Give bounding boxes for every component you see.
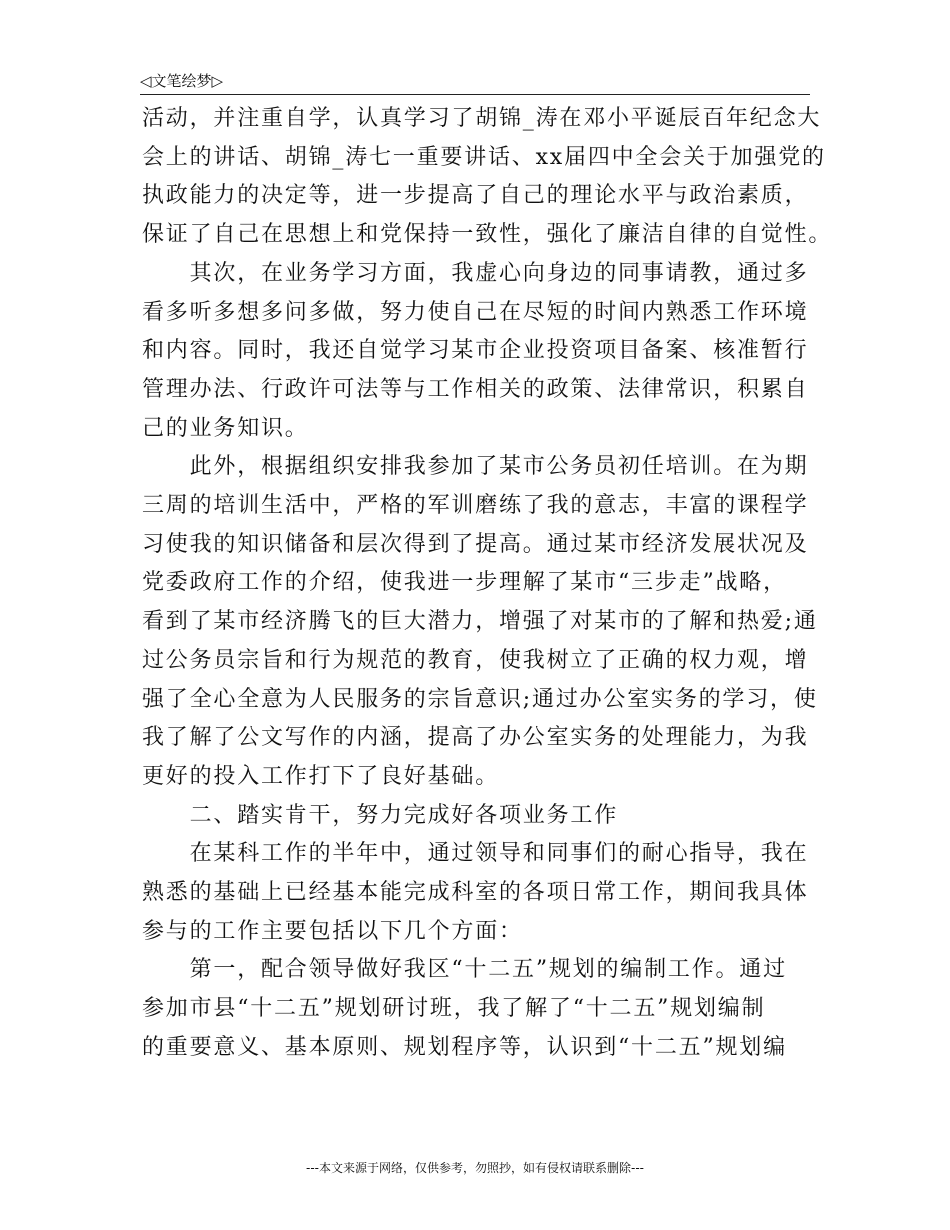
- text-line: 己的业务知识。: [142, 415, 309, 441]
- text-line: 的重要意义、基本原则、规划程序等，认识到“十二五”规划编: [142, 1034, 787, 1060]
- text-line: 活动，并注重自学，认真学习了胡锦_涛在邓小平诞辰百年纪念大: [142, 106, 822, 131]
- text-line: 看到了某市经济腾飞的巨大潜力，增强了对某市的了解和热爱;通: [142, 609, 818, 635]
- text-line: 此外，根据组织安排我参加了某市公务员初任培训。在为期: [142, 454, 809, 480]
- text-line: 保证了自己在思想上和党保持一致性，强化了廉洁自律的自觉性。: [142, 222, 833, 248]
- text-line: 过公务员宗旨和行为规范的教育，使我树立了正确的权力观，增: [142, 647, 809, 673]
- text-line: 更好的投入工作打下了良好基础。: [142, 763, 500, 789]
- paragraph: [142, 448, 818, 796]
- text-line: 管理办法、行政许可法等与工作相关的政策、法律常识，积累自: [142, 376, 809, 402]
- text-line: 参与的工作主要包括以下几个方面：: [142, 918, 523, 944]
- paragraph: [142, 797, 814, 836]
- text-line: 习使我的知识储备和层次得到了提高。通过某市经济发展状况及: [142, 531, 809, 557]
- document-body: [142, 100, 833, 1068]
- page-header: [140, 70, 810, 95]
- text-line: 第一，配合领导做好我区“十二五”规划的编制工作。通过: [142, 957, 787, 983]
- text-line: 党委政府工作的介绍，使我进一步理解了某市“三步走”战略，: [142, 570, 787, 596]
- text-line: 会上的讲话、胡锦_涛七一重要讲话、xx届四中全会关于加强党的: [142, 144, 826, 170]
- paragraph: [142, 835, 814, 951]
- page-footer: ---本文来源于网络，仅供参考，勿照抄，如有侵权请联系删除---: [306, 1161, 644, 1175]
- header-label: ◁文笔绘梦▷: [140, 72, 224, 90]
- text-line: 强了全心全意为人民服务的宗旨意识;通过办公室实务的学习，使: [142, 686, 818, 712]
- text-line: 看多听多想多问多做，努力使自己在尽短的时间内熟悉工作环境: [142, 299, 809, 325]
- paragraph: [142, 100, 833, 255]
- paragraph: [142, 255, 814, 449]
- text-line: 和内容。同时，我还自觉学习某市企业投资项目备案、核准暂行: [142, 338, 809, 364]
- text-line: 在某科工作的半年中，通过领导和同事们的耐心指导，我在: [142, 841, 809, 867]
- paragraph: [142, 951, 814, 1067]
- text-line: 我了解了公文写作的内涵，提高了办公室实务的处理能力，为我: [142, 725, 809, 751]
- text-line: 参加市县“十二五”规划研讨班，我了解了“十二五”规划编制: [142, 996, 766, 1022]
- text-line: 其次，在业务学习方面，我虚心向身边的同事请教，通过多: [142, 260, 809, 286]
- text-line: 三周的培训生活中，严格的军训磨练了我的意志，丰富的课程学: [142, 493, 809, 519]
- text-line: 熟悉的基础上已经基本能完成科室的各项日常工作，期间我具体: [142, 880, 809, 906]
- text-line: 执政能力的决定等，进一步提高了自己的理论水平与政治素质，: [142, 183, 809, 209]
- text-line: 二、踏实肯干，努力完成好各项业务工作: [142, 802, 619, 828]
